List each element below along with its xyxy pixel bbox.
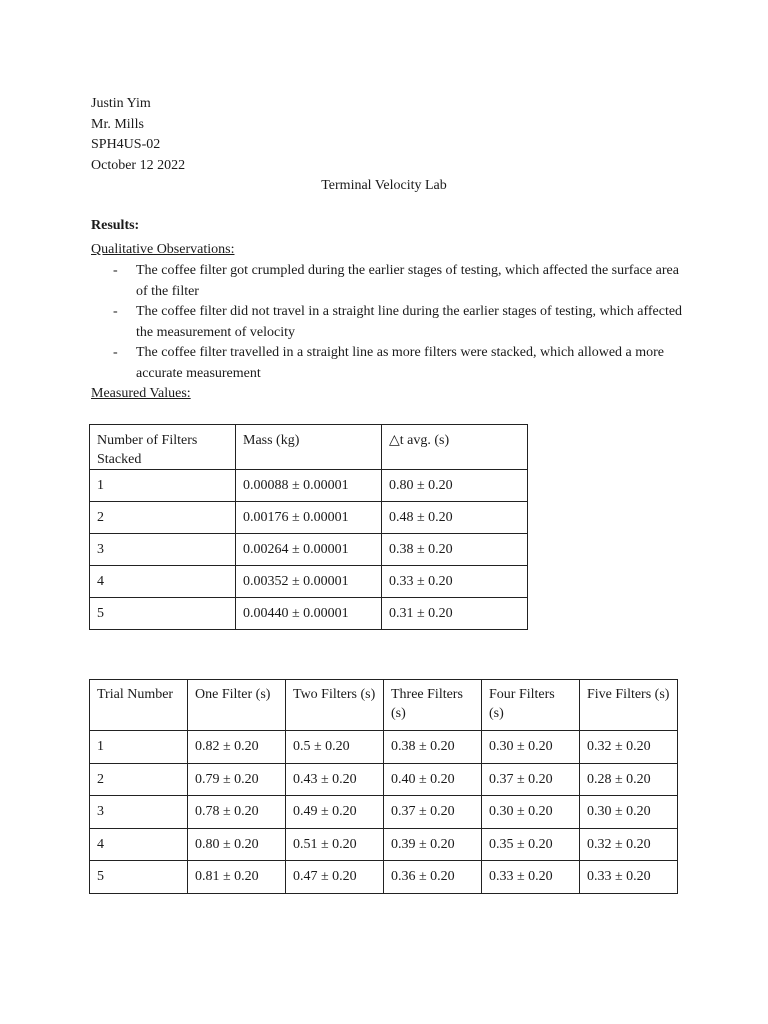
student-name: Justin Yim — [91, 96, 151, 111]
table-cell: 0.38 ± 0.20 — [382, 534, 528, 566]
table-cell: 2 — [90, 763, 188, 796]
table-cell: 4 — [90, 828, 188, 861]
table-cell: 0.00264 ± 0.00001 — [236, 534, 382, 566]
mass-table — [89, 424, 528, 630]
list-item — [91, 302, 691, 343]
table-row — [90, 566, 528, 598]
table-cell: 5 — [90, 598, 236, 630]
dash-bullet: - — [113, 263, 118, 278]
table-cell: 0.32 ± 0.20 — [580, 731, 678, 764]
table-cell: 0.36 ± 0.20 — [384, 861, 482, 894]
table-row — [90, 861, 678, 894]
qualitative-observations-heading: Qualitative Observations: — [91, 242, 235, 257]
table-cell: 0.37 ± 0.20 — [482, 763, 580, 796]
table-cell: 0.00352 ± 0.00001 — [236, 566, 382, 598]
document-title: Terminal Velocity Lab — [321, 178, 447, 193]
table-cell: 0.81 ± 0.20 — [188, 861, 286, 894]
column-header: Three Filters (s) — [384, 680, 482, 731]
table-cell: 0.51 ± 0.20 — [286, 828, 384, 861]
table-cell: 4 — [90, 566, 236, 598]
table-cell: 0.39 ± 0.20 — [384, 828, 482, 861]
table-cell: 0.5 ± 0.20 — [286, 731, 384, 764]
table-header-row — [90, 425, 528, 470]
table-cell: 0.40 ± 0.20 — [384, 763, 482, 796]
table-cell: 0.00176 ± 0.00001 — [236, 502, 382, 534]
table-cell: 0.79 ± 0.20 — [188, 763, 286, 796]
table-cell: 3 — [90, 534, 236, 566]
observation-text: The coffee filter did not travel in a straight line during the earlier stages of testing, which affected the measurement of velocity — [136, 304, 683, 340]
table-cell: 0.33 ± 0.20 — [580, 861, 678, 894]
table-cell: 0.82 ± 0.20 — [188, 731, 286, 764]
table-cell: 0.30 ± 0.20 — [482, 731, 580, 764]
column-header: Four Filters (s) — [482, 680, 580, 731]
table-cell: 0.33 ± 0.20 — [382, 566, 528, 598]
table-cell: 5 — [90, 861, 188, 894]
trial-table — [89, 679, 678, 894]
table-cell: 0.00440 ± 0.00001 — [236, 598, 382, 630]
table-row — [90, 828, 678, 861]
table-cell: 0.37 ± 0.20 — [384, 796, 482, 829]
table-cell: 0.32 ± 0.20 — [580, 828, 678, 861]
table-cell: 2 — [90, 502, 236, 534]
table-cell: 0.35 ± 0.20 — [482, 828, 580, 861]
table-cell: 0.47 ± 0.20 — [286, 861, 384, 894]
table-cell: 0.48 ± 0.20 — [382, 502, 528, 534]
table-row — [90, 796, 678, 829]
table-cell: 0.49 ± 0.20 — [286, 796, 384, 829]
table-header-row — [90, 680, 678, 731]
header-block — [91, 94, 185, 176]
list-item — [91, 261, 691, 302]
table-cell: 0.33 ± 0.20 — [482, 861, 580, 894]
observations-list — [91, 261, 691, 384]
table-row — [90, 534, 528, 566]
table-cell: 0.38 ± 0.20 — [384, 731, 482, 764]
table-row — [90, 470, 528, 502]
table-cell: 0.28 ± 0.20 — [580, 763, 678, 796]
table-cell: 0.80 ± 0.20 — [382, 470, 528, 502]
column-header: Trial Number — [90, 680, 188, 731]
table-row — [90, 502, 528, 534]
measured-values-heading: Measured Values: — [91, 386, 191, 401]
table-cell: 0.30 ± 0.20 — [580, 796, 678, 829]
table-cell: 0.78 ± 0.20 — [188, 796, 286, 829]
column-header: Mass (kg) — [236, 425, 382, 470]
table-row — [90, 763, 678, 796]
course-code: SPH4US-02 — [91, 137, 161, 152]
table-cell: 1 — [90, 731, 188, 764]
column-header: Number of Filters Stacked — [90, 425, 236, 470]
dash-bullet: - — [113, 304, 118, 319]
observation-text: The coffee filter got crumpled during the earlier stages of testing, which affected the surface area of the filter — [136, 263, 679, 299]
table-cell: 0.80 ± 0.20 — [188, 828, 286, 861]
column-header: Five Filters (s) — [580, 680, 678, 731]
results-heading: Results: — [91, 218, 140, 233]
table-row — [90, 598, 528, 630]
column-header: Two Filters (s) — [286, 680, 384, 731]
table-cell: 3 — [90, 796, 188, 829]
dash-bullet: - — [113, 345, 118, 360]
table-cell: 0.43 ± 0.20 — [286, 763, 384, 796]
table-cell: 1 — [90, 470, 236, 502]
table-cell: 0.00088 ± 0.00001 — [236, 470, 382, 502]
report-date: October 12 2022 — [91, 157, 186, 173]
table-cell: 0.30 ± 0.20 — [482, 796, 580, 829]
list-item — [91, 343, 691, 384]
observation-text: The coffee filter travelled in a straight line as more filters were stacked, which allowed a more accurate measurement — [136, 345, 665, 381]
teacher-name: Mr. Mills — [91, 116, 144, 132]
column-header: One Filter (s) — [188, 680, 286, 731]
column-header: △t avg. (s) — [382, 425, 528, 470]
table-row — [90, 731, 678, 764]
table-cell: 0.31 ± 0.20 — [382, 598, 528, 630]
